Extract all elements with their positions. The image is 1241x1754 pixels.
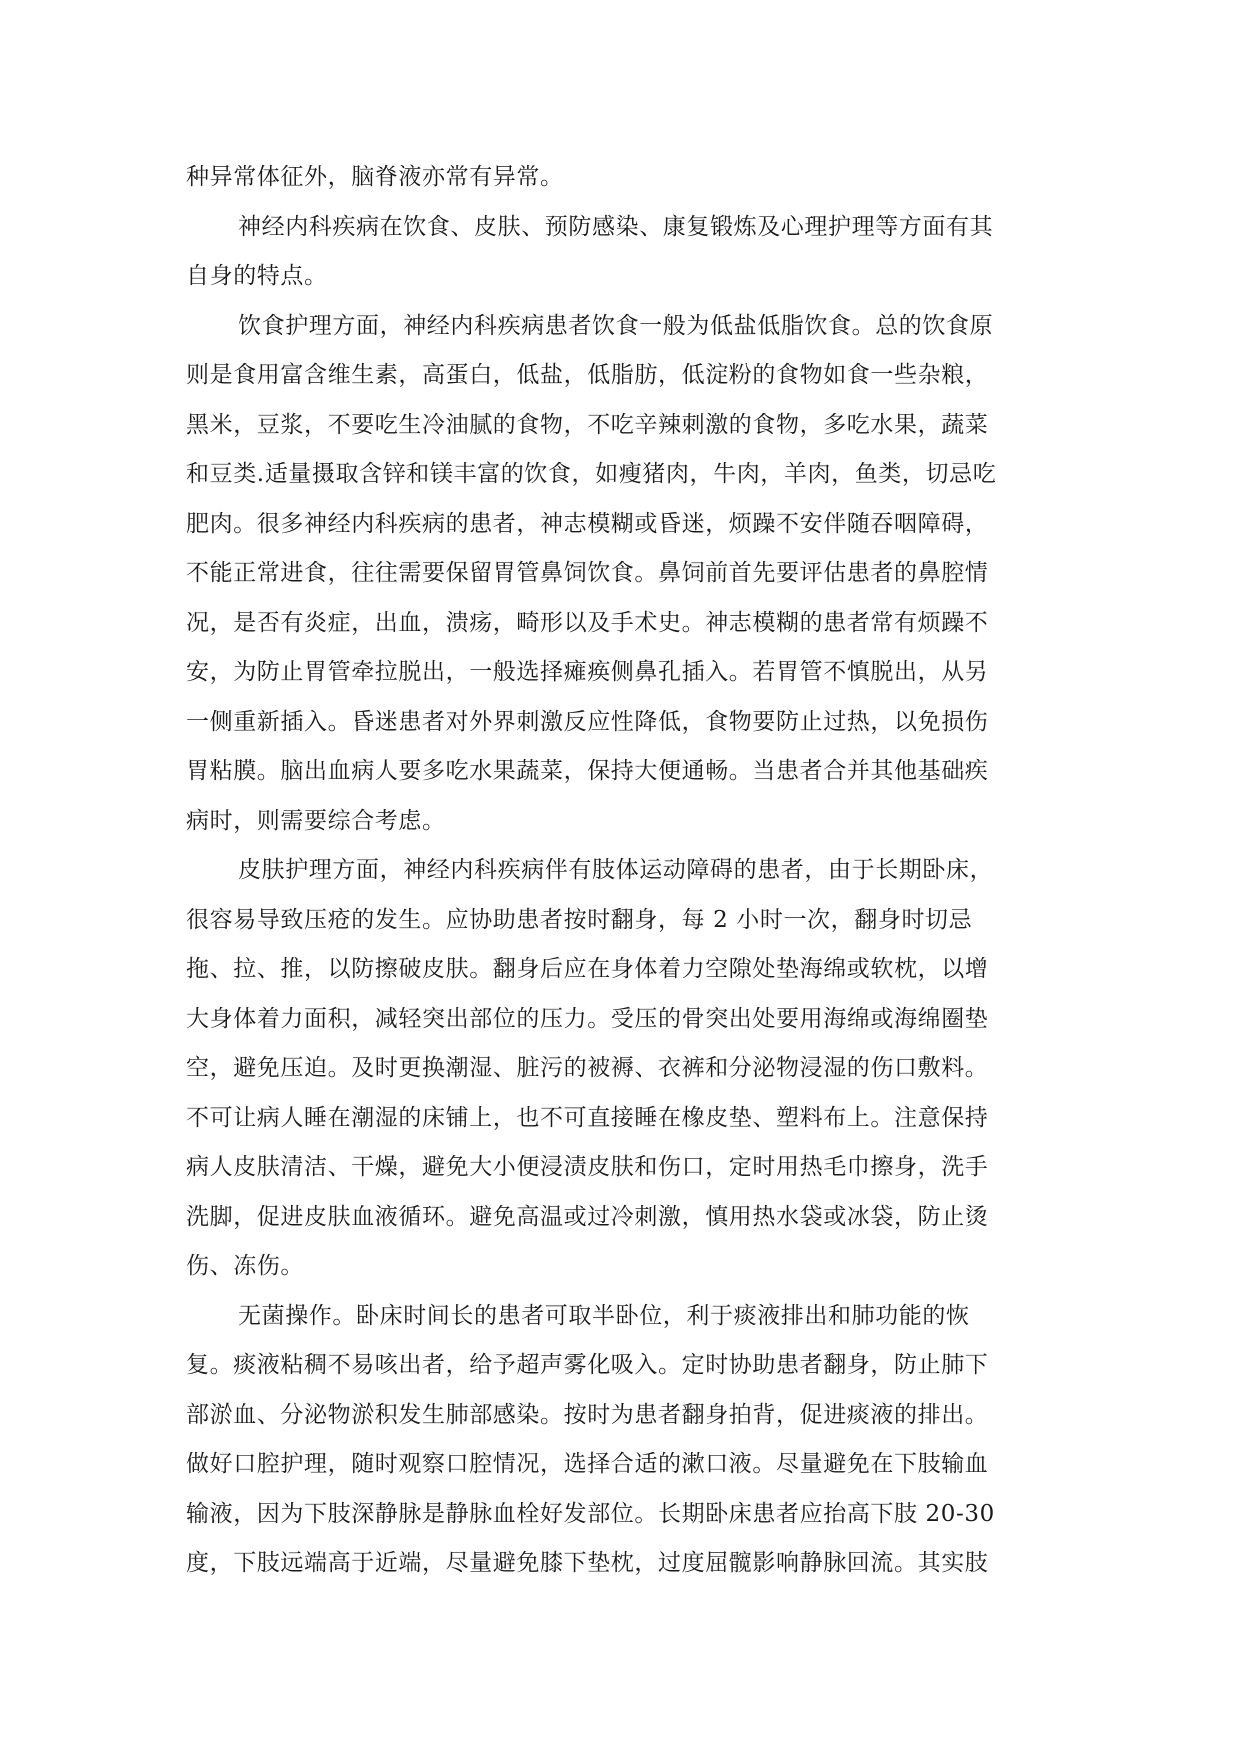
text-line: 黑米，豆浆，不要吃生冷油腻的食物，不吃辛辣刺激的食物，多吃水果，蔬菜 [186, 411, 989, 438]
text-line: 伤、冻伤。 [186, 1253, 304, 1279]
text-line: 空，避免压迫。及时更换潮湿、脏污的被褥、衣裤和分泌物浸湿的伤口敷料。 [186, 1055, 989, 1081]
text-line: 病时，则需要综合考虑。 [186, 807, 446, 834]
text-line: 则是食用富含维生素，高蛋白，低盐，低脂肪，低淀粉的食物如食一些杂粮， [186, 362, 989, 388]
text-line: 自身的特点。 [186, 263, 328, 289]
text-line: 很容易导致压疮的发生。应协助患者按时翻身，每 2 小时一次，翻身时切忌 [186, 906, 973, 933]
paragraph-first-line: 无菌操作。卧床时间长的患者可取半卧位，利于痰液排出和肺功能的恢 [238, 1302, 970, 1329]
text-line: 大身体着力面积，减轻突出部位的压力。受压的骨突出处要用海绵或海绵圈垫 [186, 1005, 989, 1032]
text-line: 种异常体征外，脑脊液亦常有异常。 [186, 164, 564, 190]
text-line: 洗脚，促进皮肤血液循环。避免高温或过冷刺激，慎用热水袋或冰袋，防止烫 [186, 1203, 989, 1230]
document-body [186, 153, 1046, 1589]
text-line: 拖、拉、推，以防擦破皮肤。翻身后应在身体着力空隙处垫海绵或软枕，以增 [186, 956, 989, 982]
text-line: 安，为防止胃管牵拉脱出，一般选择瘫痪侧鼻孔插入。若胃管不慎脱出，从另 [186, 659, 989, 685]
text-line: 输液，因为下肢深静脉是静脉血栓好发部位。长期卧床患者应抬高下肢 20-30 [186, 1500, 995, 1527]
text-line: 做好口腔护理，随时观察口腔情况，选择合适的漱口液。尽量避免在下肢输血 [186, 1451, 989, 1477]
text-line: 复。痰液粘稠不易咳出者，给予超声雾化吸入。定时协助患者翻身，防止肺下 [186, 1352, 989, 1378]
text-line: 一侧重新插入。昏迷患者对外界刺激反应性降低，食物要防止过热，以免损伤 [186, 708, 989, 735]
text-line: 部淤血、分泌物淤积发生肺部感染。按时为患者翻身拍背，促进痰液的排出。 [186, 1401, 989, 1428]
text-line: 肥肉。很多神经内科疾病的患者，神志模糊或昏迷，烦躁不安伴随吞咽障碍， [186, 510, 989, 537]
paragraph-first-line: 神经内科疾病在饮食、皮肤、预防感染、康复锻炼及心理护理等方面有其 [238, 213, 994, 240]
text-line: 不能正常进食，往往需要保留胃管鼻饲饮食。鼻饲前首先要评估患者的鼻腔情 [186, 560, 989, 586]
text-line: 病人皮肤清洁、干燥，避免大小便浸渍皮肤和伤口，定时用热毛巾擦身，洗手 [186, 1154, 989, 1180]
text-line: 度，下肢远端高于近端，尽量避免膝下垫枕，过度屈髋影响静脉回流。其实肢 [186, 1550, 989, 1576]
paragraph-first-line: 饮食护理方面，神经内科疾病患者饮食一般为低盐低脂饮食。总的饮食原 [238, 312, 994, 339]
text-line: 胃粘膜。脑出血病人要多吃水果蔬菜，保持大便通畅。当患者合并其他基础疾 [186, 758, 989, 784]
text-line: 不可让病人睡在潮湿的床铺上，也不可直接睡在橡皮垫、塑料布上。注意保持 [186, 1104, 989, 1131]
paragraph-first-line: 皮肤护理方面，神经内科疾病伴有肢体运动障碍的患者，由于长期卧床， [238, 857, 994, 883]
text-line: 和豆类.适量摄取含锌和镁丰富的饮食，如瘦猪肉，牛肉，羊肉，鱼类，切忌吃 [186, 461, 997, 487]
text-line: 况，是否有炎症，出血，溃疡，畸形以及手术史。神志模糊的患者常有烦躁不 [186, 609, 989, 636]
